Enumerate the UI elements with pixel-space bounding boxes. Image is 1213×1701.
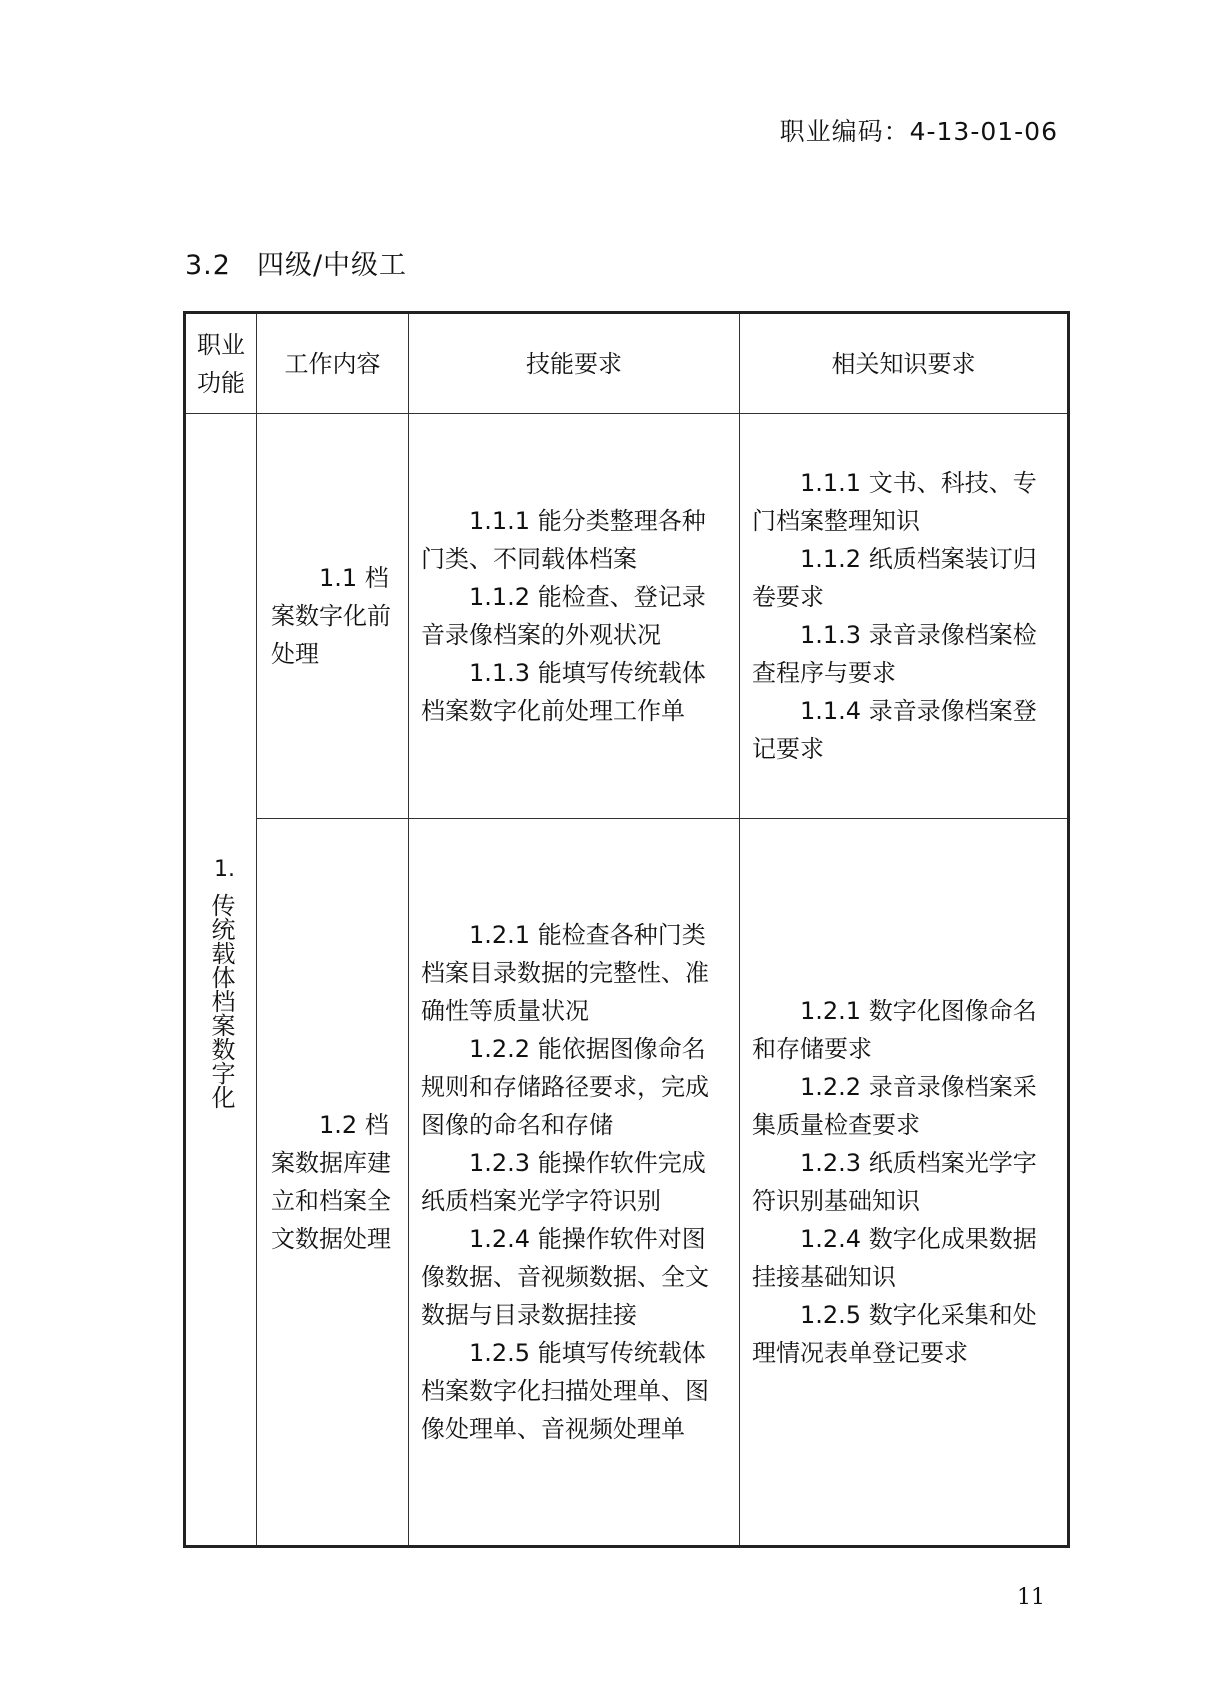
knowledge-item: 1.2.3 纸质档案光学字符识别基础知识: [752, 1149, 1037, 1215]
knowledge-item: 1.2.1 数字化图像命名和存储要求: [752, 997, 1037, 1063]
skill-item: 1.2.5 能填写传统载体档案数字化扫描处理单、图像处理单、音视频处理单: [421, 1339, 709, 1443]
skill-item: 1.2.2 能依据图像命名规则和存储路径要求，完成图像的命名和存储: [421, 1035, 709, 1139]
function-number: 1.: [214, 856, 235, 882]
knowledge-item: 1.1.2 纸质档案装订归卷要求: [752, 545, 1037, 611]
knowledge-cell: [740, 819, 1069, 1547]
table-row: [185, 819, 1069, 1547]
skill-item: 1.2.3 能操作软件完成纸质档案光学字符识别: [421, 1149, 706, 1215]
skill-item: 1.2.1 能检查各种门类档案目录数据的完整性、准确性等质量状况: [421, 921, 709, 1025]
skill-item: 1.2.4 能操作软件对图像数据、音视频数据、全文数据与目录数据挂接: [421, 1225, 709, 1329]
header-work: 工作内容: [257, 313, 409, 414]
table-header-row: [185, 313, 1069, 414]
function-cell: [185, 414, 257, 1547]
page-number: 11: [1017, 1585, 1045, 1610]
function-name: 传统载体档案数字化: [207, 892, 235, 1109]
header-skills: 技能要求: [409, 313, 740, 414]
knowledge-item: 1.1.3 录音录像档案检查程序与要求: [752, 621, 1037, 687]
knowledge-item: 1.2.4 数字化成果数据挂接基础知识: [752, 1225, 1037, 1291]
knowledge-item: 1.1.4 录音录像档案登记要求: [752, 697, 1037, 763]
section-heading: [185, 243, 407, 282]
work-content: 1.2 档案数据库建立和档案全文数据处理: [257, 819, 409, 1547]
knowledge-item: 1.2.5 数字化采集和处理情况表单登记要求: [752, 1301, 1037, 1367]
skill-item: 1.1.2 能检查、登记录音录像档案的外观状况: [421, 583, 706, 649]
skill-item: 1.1.3 能填写传统载体档案数字化前处理工作单: [421, 659, 706, 725]
knowledge-item: 1.1.1 文书、科技、专门档案整理知识: [752, 469, 1037, 535]
skill-item: 1.1.1 能分类整理各种门类、不同载体档案: [421, 507, 706, 573]
occupation-code: 职业编码：4-13-01-06: [779, 117, 1058, 146]
skills-cell: [409, 414, 740, 819]
header-knowledge: 相关知识要求: [740, 313, 1069, 414]
work-content: 1.1 档案数字化前处理: [257, 414, 409, 819]
section-title: 四级/中级工: [256, 250, 408, 281]
knowledge-item: 1.2.2 录音录像档案采集质量检查要求: [752, 1073, 1037, 1139]
knowledge-cell: [740, 414, 1069, 819]
header-function: 职业功能: [185, 313, 257, 414]
skills-cell: [409, 819, 740, 1547]
skills-table: [183, 311, 1070, 1548]
section-number: 3.2: [185, 250, 231, 281]
table-row: [185, 414, 1069, 819]
